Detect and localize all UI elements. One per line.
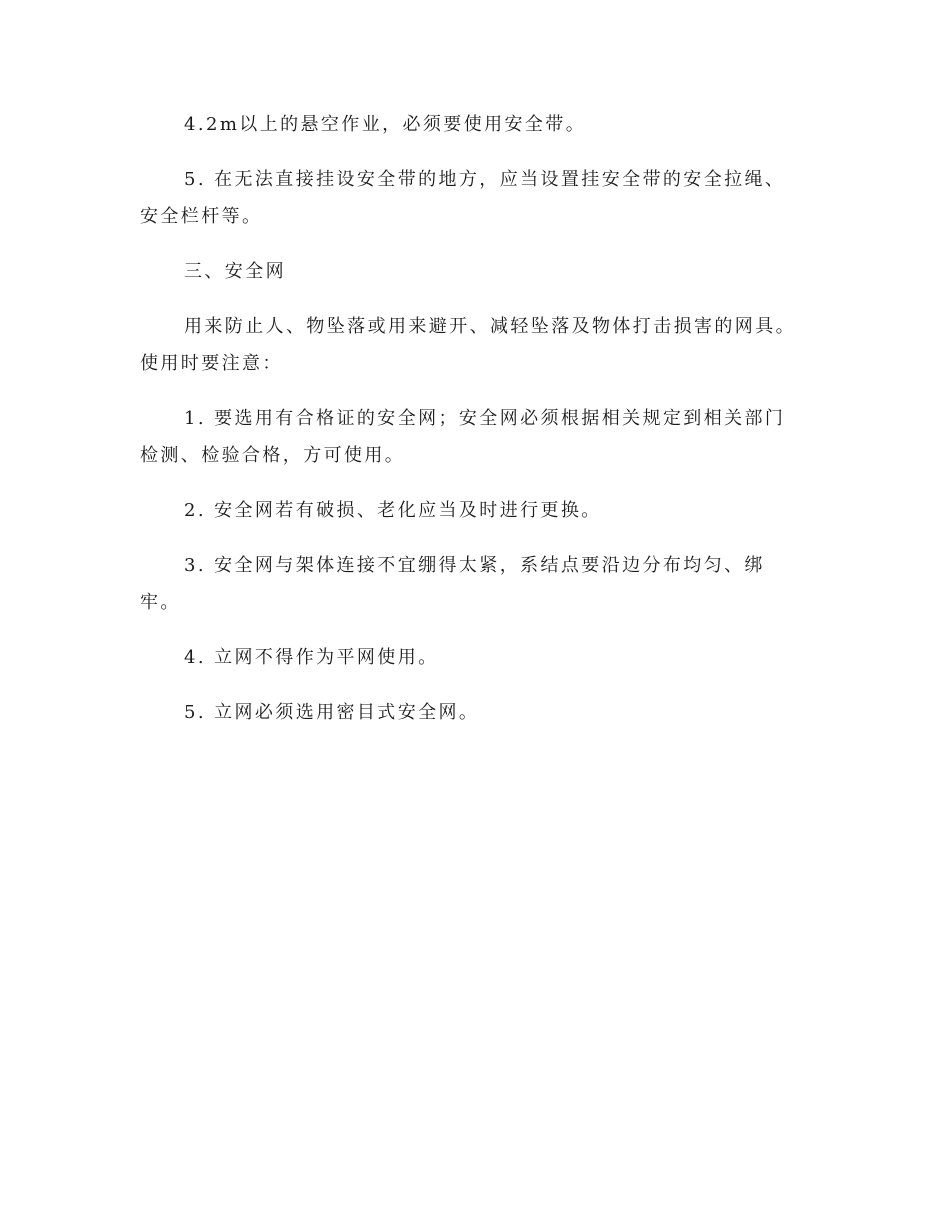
paragraph-net-rule-2: 2. 安全网若有破损、老化应当及时进行更换。 <box>184 500 602 521</box>
paragraph-harness-height-rule: 4.2m以上的悬空作业，必须要使用安全带。 <box>184 114 587 135</box>
paragraph-harness-anchor-rule: 5. 在无法直接挂设安全带的地方，应当设置挂安全带的安全拉绳、安全栏杆等。 <box>140 169 786 227</box>
section-heading-safety-net: 三、安全网 <box>184 261 286 282</box>
document-body <box>140 106 804 749</box>
paragraph-net-rule-4: 4. 立网不得作为平网使用。 <box>184 647 439 668</box>
paragraph-net-rule-5: 5. 立网必须选用密目式安全网。 <box>184 702 480 723</box>
paragraph-net-rule-3: 3. 安全网与架体连接不宜绷得太紧，系结点要沿边分布均匀、绑牢。 <box>140 555 765 613</box>
paragraph-safety-net-intro: 用来防止人、物坠落或用来避开、减轻坠落及物体打击损害的网具。使用时要注意： <box>140 316 796 374</box>
paragraph-net-rule-1: 1. 要选用有合格证的安全网；安全网必须根据相关规定到相关部门检测、检验合格，方可使用。 <box>140 408 786 466</box>
